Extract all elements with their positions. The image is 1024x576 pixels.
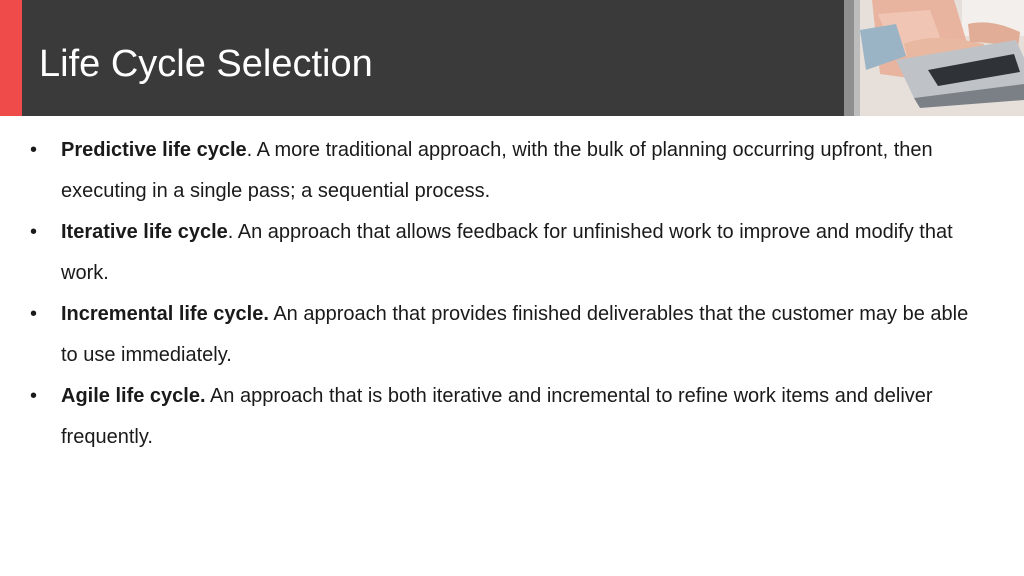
bullet-text: An approach that provides finished deliverables that the customer may be able to use immediately.	[61, 303, 969, 366]
bullet-text: An approach that is both iterative and incremental to refine work items and deliver frequently.	[61, 385, 933, 448]
slide-title: Life Cycle Selection	[39, 43, 373, 85]
bullet-term: Agile life cycle.	[61, 385, 206, 407]
list-item	[30, 212, 975, 294]
bullet-marker: •	[30, 139, 38, 161]
bullet-term: Iterative life cycle	[61, 221, 228, 243]
bullet-marker: •	[30, 303, 38, 325]
list-item	[30, 376, 975, 458]
laptop-typing-photo	[844, 0, 1024, 116]
list-item	[30, 294, 975, 376]
list-item	[30, 130, 975, 212]
bullet-list	[30, 130, 975, 458]
bullet-text: . An approach that allows feedback for unfinished work to improve and modify that work.	[61, 221, 953, 284]
title-bar	[0, 0, 1024, 116]
bullet-marker: •	[30, 385, 38, 407]
bullet-term: Predictive life cycle	[61, 139, 247, 161]
bullet-text: . A more traditional approach, with the bulk of planning occurring upfront, then executing in a single pass; a sequential process.	[61, 139, 933, 202]
bullet-marker: •	[30, 221, 38, 243]
accent-bar	[0, 0, 22, 116]
bullet-term: Incremental life cycle.	[61, 303, 269, 325]
